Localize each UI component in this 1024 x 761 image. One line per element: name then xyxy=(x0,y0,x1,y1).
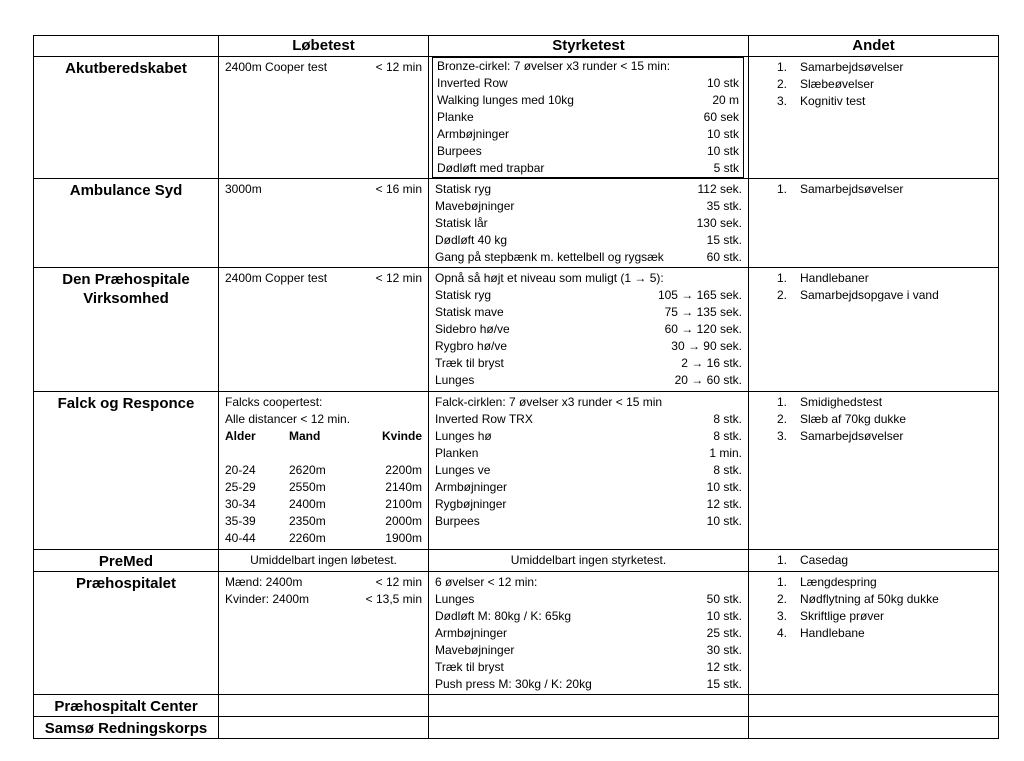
styrketest-line-label: Planken xyxy=(435,446,479,460)
lobetest-cell xyxy=(219,392,429,550)
age-cell: 2260m xyxy=(289,531,326,545)
styrketest-cell xyxy=(429,550,749,572)
styrketest-line-value: 112 sek. xyxy=(697,182,742,196)
lobetest-cell xyxy=(219,695,429,717)
styrketest-line-label: Statisk mave xyxy=(435,305,504,319)
andet-item-number: 3. xyxy=(776,429,787,443)
styrketest-line-label: Lunges xyxy=(435,373,475,387)
styrketest-line-label: Walking lunges med 10kg xyxy=(437,93,574,107)
table-row xyxy=(34,717,999,739)
table-row xyxy=(34,392,999,550)
andet-item-label: Casedag xyxy=(800,553,849,567)
age-cell: 1900m xyxy=(385,531,422,545)
styrketest-line xyxy=(435,625,742,642)
styrketest-content xyxy=(429,550,748,569)
styrketest-line-value: 1 min. xyxy=(709,446,742,460)
styrketest-line xyxy=(435,496,742,513)
styrketest-line-label: Statisk ryg xyxy=(435,182,492,196)
styrketest-content xyxy=(429,572,748,693)
styrketest-line xyxy=(435,181,742,198)
styrketest-title: Falck-cirklen: 7 øvelser x3 runder < 15 min xyxy=(435,395,663,409)
styrketest-cell xyxy=(429,695,749,717)
andet-item xyxy=(749,411,998,428)
lobetest-line xyxy=(225,574,422,591)
styrketest-line-value: 35 stk. xyxy=(706,199,742,213)
lobetest-line-value: < 12 min xyxy=(375,271,422,285)
styrketest-line-value: 20 m xyxy=(712,93,739,107)
age-table xyxy=(225,428,422,547)
table-row xyxy=(34,57,999,179)
styrketest-title: Bronze-cirkel: 7 øvelser x3 runder < 15 min: xyxy=(437,59,671,73)
styrketest-line-value: 30 stk. xyxy=(706,643,742,657)
org-name-line: Den Præhospitale xyxy=(62,271,190,288)
andet-list xyxy=(749,268,998,304)
styrketest-line-value: 20 → 60 stk. xyxy=(674,373,742,387)
styrketest-line-label: Mavebøjninger xyxy=(435,643,515,657)
styrketest-content xyxy=(429,695,748,697)
andet-item-number: 3. xyxy=(776,609,787,623)
styrketest-line-value: 8 stk. xyxy=(713,429,742,443)
age-cell: 35-39 xyxy=(225,514,256,528)
andet-item xyxy=(749,76,998,93)
lobetest-line xyxy=(225,59,422,76)
styrketest-line xyxy=(437,75,739,92)
styrketest-line-value: 105 → 165 sek. xyxy=(657,288,742,302)
org-name-cell xyxy=(34,695,219,717)
andet-item-number: 2. xyxy=(776,412,787,426)
styrketest-line-label: Træk til bryst xyxy=(435,660,504,674)
lobetest-cell xyxy=(219,550,429,572)
lobetest-content xyxy=(219,550,428,569)
styrketest-line xyxy=(437,126,739,143)
styrketest-line xyxy=(437,92,739,109)
age-cell: 2000m xyxy=(385,514,422,528)
lobetest-line-label: 2400m Cooper test xyxy=(225,60,328,74)
andet-list xyxy=(749,550,998,569)
age-spacer xyxy=(363,445,422,462)
header-andet: Andet xyxy=(749,36,999,57)
styrketest-line-value: 60 stk. xyxy=(706,250,742,264)
age-cell: 2200m xyxy=(385,463,422,477)
styrketest-line-value: 30 → 90 sek. xyxy=(671,339,742,353)
andet-item-label: Handlebane xyxy=(800,626,865,640)
age-header-cell: Alder xyxy=(225,429,256,443)
andet-item xyxy=(749,93,998,110)
age-cell: 20-24 xyxy=(225,463,256,477)
andet-cell xyxy=(749,717,999,739)
styrketest-line-value: 10 stk xyxy=(706,144,739,158)
styrketest-line-label: Statisk ryg xyxy=(435,288,492,302)
andet-cell xyxy=(749,57,999,179)
styrketest-note: Umiddelbart ingen styrketest. xyxy=(510,553,667,567)
styrketest-cell xyxy=(429,717,749,739)
andet-item-number: 2. xyxy=(776,77,787,91)
styrketest-line xyxy=(435,232,742,249)
header-lobetest: Løbetest xyxy=(219,36,429,57)
lobetest-content xyxy=(219,717,428,719)
andet-item-label: Længdespring xyxy=(800,575,877,589)
age-cell: 2400m xyxy=(289,497,326,511)
styrketest-line-label: Burpees xyxy=(437,144,482,158)
styrketest-line xyxy=(435,659,742,676)
age-cell: 2140m xyxy=(385,480,422,494)
andet-item-number: 4. xyxy=(776,626,787,640)
styrketest-content xyxy=(429,717,748,719)
styrketest-line xyxy=(435,513,742,530)
styrketest-line-value: 10 stk. xyxy=(706,514,742,528)
andet-item xyxy=(749,574,998,591)
andet-item-label: Handlebaner xyxy=(800,271,869,285)
lobetest-intro: Falcks coopertest: xyxy=(225,395,323,409)
styrketest-line-label: Gang på stepbænk m. kettelbell og rygsæk xyxy=(435,250,664,264)
styrketest-line-value: 10 stk xyxy=(706,76,739,90)
lobetest-content xyxy=(219,572,428,608)
andet-item-label: Samarbejdsøvelser xyxy=(800,429,904,443)
styrketest-cell xyxy=(429,572,749,695)
lobetest-line-label: 3000m xyxy=(225,182,262,196)
andet-item xyxy=(749,591,998,608)
andet-cell xyxy=(749,695,999,717)
andet-item-label: Slæb af 70kg dukke xyxy=(800,412,907,426)
andet-item-label: Skriftlige prøver xyxy=(800,609,885,623)
age-cell: 2100m xyxy=(385,497,422,511)
table-row xyxy=(34,550,999,572)
styrketest-content xyxy=(429,268,748,389)
styrketest-line xyxy=(435,591,742,608)
org-name: Akutberedskabet xyxy=(65,60,187,77)
header-styrketest: Styrketest xyxy=(429,36,749,57)
styrketest-line-label: Rygbøjninger xyxy=(435,497,507,511)
andet-item-label: Samarbejdsopgave i vand xyxy=(800,288,939,302)
styrketest-line xyxy=(437,160,739,177)
styrketest-line-label: Dødløft med trapbar xyxy=(437,161,545,175)
styrketest-line-label: Inverted Row xyxy=(437,76,508,90)
lobetest-line-value: < 16 min xyxy=(375,182,422,196)
andet-list xyxy=(749,392,998,445)
lobetest-line xyxy=(225,181,422,198)
andet-item xyxy=(749,181,998,198)
andet-item-label: Nødflytning af 50kg dukke xyxy=(800,592,939,606)
andet-item-number: 1. xyxy=(776,395,787,409)
andet-item-number: 2. xyxy=(776,592,787,606)
styrketest-content xyxy=(432,57,744,178)
lobetest-line xyxy=(225,591,422,608)
age-cell: 2350m xyxy=(289,514,326,528)
andet-item xyxy=(749,394,998,411)
age-cell: 2550m xyxy=(289,480,326,494)
lobetest-cell xyxy=(219,268,429,392)
lobetest-content xyxy=(219,392,428,547)
styrketest-cell xyxy=(429,268,749,392)
styrketest-line xyxy=(435,462,742,479)
lobetest-cell xyxy=(219,572,429,695)
styrketest-line-label: Inverted Row TRX xyxy=(435,412,533,426)
andet-list xyxy=(749,57,998,110)
lobetest-line-value: < 12 min xyxy=(375,60,422,74)
styrketest-line-value: 25 stk. xyxy=(706,626,742,640)
org-name: Præhospitalt Center xyxy=(54,698,198,715)
styrketest-line xyxy=(435,479,742,496)
styrketest-line xyxy=(435,198,742,215)
styrketest-line xyxy=(435,355,742,372)
styrketest-line-value: 60 sek xyxy=(703,110,739,124)
styrketest-line-label: Armbøjninger xyxy=(435,626,508,640)
andet-item xyxy=(749,608,998,625)
styrketest-line-label: Statisk lår xyxy=(435,216,488,230)
age-spacer xyxy=(225,445,289,462)
styrketest-line-label: Lunges hø xyxy=(435,429,492,443)
andet-cell xyxy=(749,550,999,572)
styrketest-line xyxy=(435,445,742,462)
org-name-cell xyxy=(34,268,219,392)
andet-item xyxy=(749,625,998,642)
andet-item xyxy=(749,59,998,76)
lobetest-line xyxy=(225,270,422,287)
age-spacer xyxy=(289,445,363,462)
lobetest-content xyxy=(219,179,428,198)
andet-item-label: Samarbejdsøvelser xyxy=(800,182,904,196)
styrketest-line xyxy=(435,287,742,304)
table-row xyxy=(34,695,999,717)
styrketest-line-label: Træk til bryst xyxy=(435,356,504,370)
lobetest-line-label: 2400m Copper test xyxy=(225,271,328,285)
andet-item-number: 1. xyxy=(776,575,787,589)
lobetest-line-value: < 12 min xyxy=(375,575,422,589)
age-header-cell: Kvinde xyxy=(381,429,422,443)
styrketest-line-label: Mavebøjninger xyxy=(435,199,515,213)
lobetest-note: Umiddelbart ingen løbetest. xyxy=(250,553,397,567)
styrketest-line xyxy=(435,304,742,321)
andet-item-number: 1. xyxy=(776,60,787,74)
styrketest-line xyxy=(435,411,742,428)
org-name-cell xyxy=(34,717,219,739)
styrketest-title: Opnå så højt et niveau som muligt (1 → 5): xyxy=(435,271,664,285)
lobetest-line-label: Kvinder: 2400m xyxy=(225,592,310,606)
lobetest-cell xyxy=(219,57,429,179)
styrketest-line-label: Lunges xyxy=(435,592,475,606)
styrketest-line-label: Lunges ve xyxy=(435,463,491,477)
age-cell: 40-44 xyxy=(225,531,256,545)
styrketest-line-value: 10 stk. xyxy=(706,480,742,494)
lobetest-cell xyxy=(219,717,429,739)
styrketest-line xyxy=(435,428,742,445)
styrketest-line-value: 10 stk xyxy=(706,127,739,141)
styrketest-line xyxy=(435,608,742,625)
styrketest-line xyxy=(435,321,742,338)
styrketest-content xyxy=(429,179,748,266)
styrketest-line-value: 130 sek. xyxy=(696,216,742,230)
styrketest-cell xyxy=(429,179,749,268)
andet-item-label: Slæbeøvelser xyxy=(800,77,875,91)
andet-item-number: 1. xyxy=(776,182,787,196)
styrketest-line-value: 2 → 16 stk. xyxy=(681,356,742,370)
lobetest-content xyxy=(219,57,428,76)
andet-item-number: 1. xyxy=(776,271,787,285)
andet-item-label: Kognitiv test xyxy=(800,94,866,108)
andet-item-label: Samarbejdsøvelser xyxy=(800,60,904,74)
lobetest-content xyxy=(219,695,428,697)
age-cell: 30-34 xyxy=(225,497,256,511)
org-name-cell xyxy=(34,179,219,268)
andet-item xyxy=(749,428,998,445)
styrketest-line-label: Burpees xyxy=(435,514,480,528)
styrketest-title: 6 øvelser < 12 min: xyxy=(435,575,538,589)
styrketest-line-value: 8 stk. xyxy=(713,463,742,477)
age-cell: 25-29 xyxy=(225,480,256,494)
org-name: Ambulance Syd xyxy=(69,182,183,199)
header-row xyxy=(34,36,999,57)
lobetest-intro: Alle distancer < 12 min. xyxy=(225,412,351,426)
andet-cell xyxy=(749,179,999,268)
styrketest-line xyxy=(437,109,739,126)
header-blank xyxy=(34,36,219,57)
org-name-cell xyxy=(34,57,219,179)
org-name: PreMed xyxy=(98,553,154,570)
org-name-line: Virksomhed xyxy=(83,290,169,307)
andet-cell xyxy=(749,268,999,392)
lobetest-line-label: Mænd: 2400m xyxy=(225,575,303,589)
styrketest-line-label: Sidebro hø/ve xyxy=(435,322,510,336)
org-name-cell xyxy=(34,572,219,695)
andet-item-number: 2. xyxy=(776,288,787,302)
andet-cell xyxy=(749,572,999,695)
age-cell: 2620m xyxy=(289,463,326,477)
andet-item xyxy=(749,287,998,304)
org-name: Samsø Redningskorps xyxy=(44,720,208,737)
styrketest-cell xyxy=(429,392,749,550)
age-header-cell: Mand xyxy=(289,429,321,443)
styrketest-line xyxy=(435,215,742,232)
styrketest-line-label: Rygbro hø/ve xyxy=(435,339,508,353)
styrketest-line-label: Armbøjninger xyxy=(437,127,510,141)
styrketest-line-label: Push press M: 30kg / K: 20kg xyxy=(435,677,592,691)
org-name-cell xyxy=(34,550,219,572)
styrketest-line xyxy=(435,338,742,355)
table-row xyxy=(34,268,999,392)
styrketest-line-value: 60 → 120 sek. xyxy=(664,322,742,336)
styrketest-line xyxy=(435,249,742,266)
styrketest-line-label: Planke xyxy=(437,110,474,124)
table-row xyxy=(34,572,999,695)
andet-item-number: 3. xyxy=(776,94,787,108)
table-row xyxy=(34,179,999,268)
andet-list xyxy=(749,572,998,642)
comparison-table xyxy=(33,35,999,739)
styrketest-line-value: 12 stk. xyxy=(706,660,742,674)
org-name: Præhospitalet xyxy=(75,575,177,592)
styrketest-line xyxy=(435,642,742,659)
styrketest-line-value: 15 stk. xyxy=(706,233,742,247)
andet-cell xyxy=(749,392,999,550)
lobetest-line-value: < 13,5 min xyxy=(365,592,422,606)
styrketest-line-label: Dødløft 40 kg xyxy=(435,233,508,247)
styrketest-line xyxy=(435,372,742,389)
styrketest-cell xyxy=(429,57,749,179)
styrketest-line xyxy=(437,143,739,160)
styrketest-line-label: Dødløft M: 80kg / K: 65kg xyxy=(435,609,572,623)
andet-item xyxy=(749,270,998,287)
andet-list xyxy=(749,179,998,198)
lobetest-content xyxy=(219,268,428,287)
andet-item-number: 1. xyxy=(776,553,787,567)
styrketest-line-value: 50 stk. xyxy=(706,592,742,606)
styrketest-line-value: 5 stk xyxy=(713,161,739,175)
andet-item-label: Smidighedstest xyxy=(800,395,883,409)
org-name-cell xyxy=(34,392,219,550)
styrketest-line-label: Armbøjninger xyxy=(435,480,508,494)
org-name: Falck og Responce xyxy=(57,395,195,412)
styrketest-line-value: 12 stk. xyxy=(706,497,742,511)
styrketest-line-value: 15 stk. xyxy=(706,677,742,691)
styrketest-line-value: 8 stk. xyxy=(713,412,742,426)
styrketest-content xyxy=(429,392,748,530)
lobetest-cell xyxy=(219,179,429,268)
styrketest-line-value: 10 stk. xyxy=(706,609,742,623)
andet-item xyxy=(749,552,998,569)
styrketest-line xyxy=(435,676,742,693)
styrketest-line-value: 75 → 135 sek. xyxy=(664,305,742,319)
